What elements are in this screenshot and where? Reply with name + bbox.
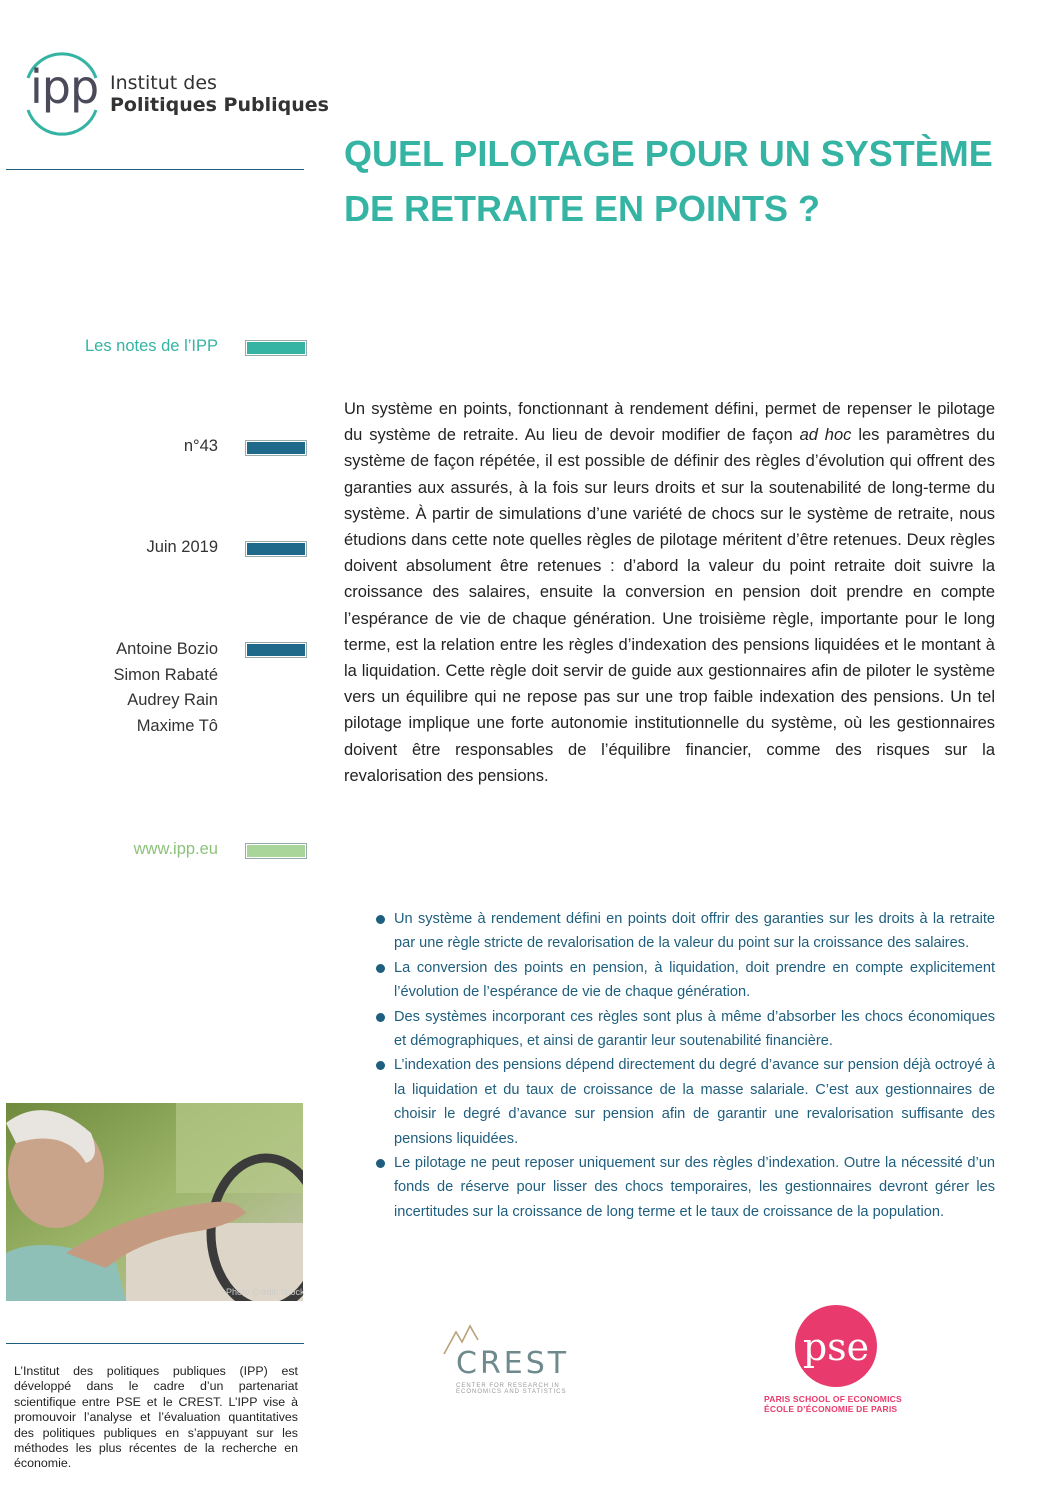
note-number: n°43 — [183, 437, 218, 455]
footer-divider — [6, 1343, 304, 1344]
abstract-text — [344, 396, 995, 789]
key-point-text: Des systèmes incorporant ces règles sont plus à même d’absorber les chocs économiques et démographiques, et ainsi de garantir leur soutenabilité financière. — [394, 1008, 995, 1050]
series-label: Les notes de l’IPP — [85, 337, 218, 355]
website-bar — [246, 844, 306, 858]
title-line-1: QUEL PILOTAGE POUR UN SYSTÈME — [344, 133, 993, 174]
key-point-text: La conversion des points en pension, à liquidation, doit prendre en compte explicitement l’évolution de l’espérance de vie de chaque génération. — [394, 959, 995, 1001]
header-divider — [6, 169, 304, 170]
photo-credit: Photo Credit: Istock — [226, 1287, 305, 1297]
authors-bar — [246, 643, 306, 657]
pse-name-fr: ÉCOLE D’ÉCONOMIE DE PARIS — [764, 1404, 898, 1414]
key-point-text: Le pilotage ne peut reposer uniquement sur des règles d’indexation. Outre la nécessité d’un fonds de réserve pour lisser des chocs temporaires, les gestionnaires devront gérer les incertitudes sur la croissance de long terme et le taux de croissance de la population. — [394, 1155, 995, 1220]
number-bar — [246, 441, 306, 455]
crest-subtitle: CENTER FOR RESEARCH IN ECONOMICS AND STATISTICS — [456, 1383, 567, 1395]
bullet-icon — [376, 915, 385, 924]
key-point — [372, 907, 995, 956]
abstract-italic: ad hoc — [799, 426, 852, 445]
key-point-text: L’indexation des pensions dépend directement du degré d’avance sur pension déjà octroyé à la liquidation et du taux de croissance de la masse salariale. C’est aux gestionnaires de choisir le degré d’avance sur pension afin de garantir une revalorisation suffisante des pensions liquidées. — [394, 1057, 995, 1147]
page-title — [344, 126, 1034, 236]
institute-name — [110, 72, 329, 116]
abstract-part-2: les paramètres du système de façon répétée, il est possible de définir des règles d’évolution qui offrent des garanties aux assurés, à la fois sur leurs droits et sur la soutenabilité de long-terme du système. À partir de simulations d’une variété de chocs sur le système de retraite, nous étudions dans cette note quelles règles de pilotage méritent d’être retenues. Deux règles doivent absolument être retenues : d’abord la valeur du point retraite doit suivre la croissance des salaires, ensuite la conversion en pension doit prendre en compte l’espérance de vie de chaque génération. Une troisième règle, importante pour le long terme, est la relation entre les règles d’indexation des pensions liquidées et le montant à la liquidation. Cette règle doit servir de guide aux gestionnaires afin de piloter le système vers un équilibre qui ne repose pas sur une trop faible indexation des pensions. Un tel pilotage implique une forte autonomie institutionnelle du système, où les gestionnaires doivent être responsables de l’équilibre financier, comme des risques sur la revalorisation des pensions. — [344, 426, 995, 785]
pse-name-en: PARIS SCHOOL OF ECONOMICS — [764, 1394, 902, 1404]
abstract-part-1: Un système en points, fonctionnant à rendement défini, permet de repenser le pilotage du système de retraite. Au lieu de devoir modifier de façon — [344, 400, 995, 445]
bullet-icon — [376, 1061, 385, 1070]
bullet-icon — [376, 964, 385, 973]
pse-logo-mark: pse — [802, 1325, 870, 1369]
key-point — [372, 956, 995, 1005]
ipp-logo: ipp — [30, 60, 99, 114]
key-point — [372, 1005, 995, 1054]
key-points-list — [372, 907, 995, 1224]
date-bar — [246, 542, 306, 556]
author: Maxime Tô — [136, 716, 218, 735]
institute-name-line2: Politiques Publiques — [110, 94, 329, 116]
author: Audrey Rain — [127, 691, 218, 709]
institute-name-line1: Institut des — [110, 72, 217, 94]
key-point — [372, 1053, 995, 1151]
crest-logo: CREST — [456, 1346, 570, 1381]
bullet-icon — [376, 1159, 385, 1168]
title-line-2: DE RETRAITE EN POINTS ? — [344, 188, 821, 229]
pse-logo — [794, 1304, 878, 1388]
website-link[interactable]: www.ipp.eu — [133, 840, 218, 858]
key-point-text: Un système à rendement défini en points doit offrir des garanties sur les droits à la retraite par une règle stricte de revalorisation de la valeur du point sur la croissance des salaires. — [394, 911, 995, 952]
publication-date: Juin 2019 — [146, 538, 218, 556]
series-bar — [246, 341, 306, 355]
about-ipp-text: L’Institut des politiques publiques (IPP) est développé dans le cadre d’un partenariat scientifique entre PSE et le CREST. L’IPP vise à promouvoir l’analyse et l’évaluation quantitatives des politiques publiques en s’appuyant sur les méthodes les plus récentes de la recherche en économie. — [14, 1364, 298, 1471]
author-list — [113, 637, 218, 739]
author: Antoine Bozio — [116, 640, 218, 658]
key-point — [372, 1151, 995, 1224]
author: Simon Rabaté — [113, 665, 218, 684]
cover-photo — [6, 1103, 303, 1301]
bullet-icon — [376, 1013, 385, 1022]
